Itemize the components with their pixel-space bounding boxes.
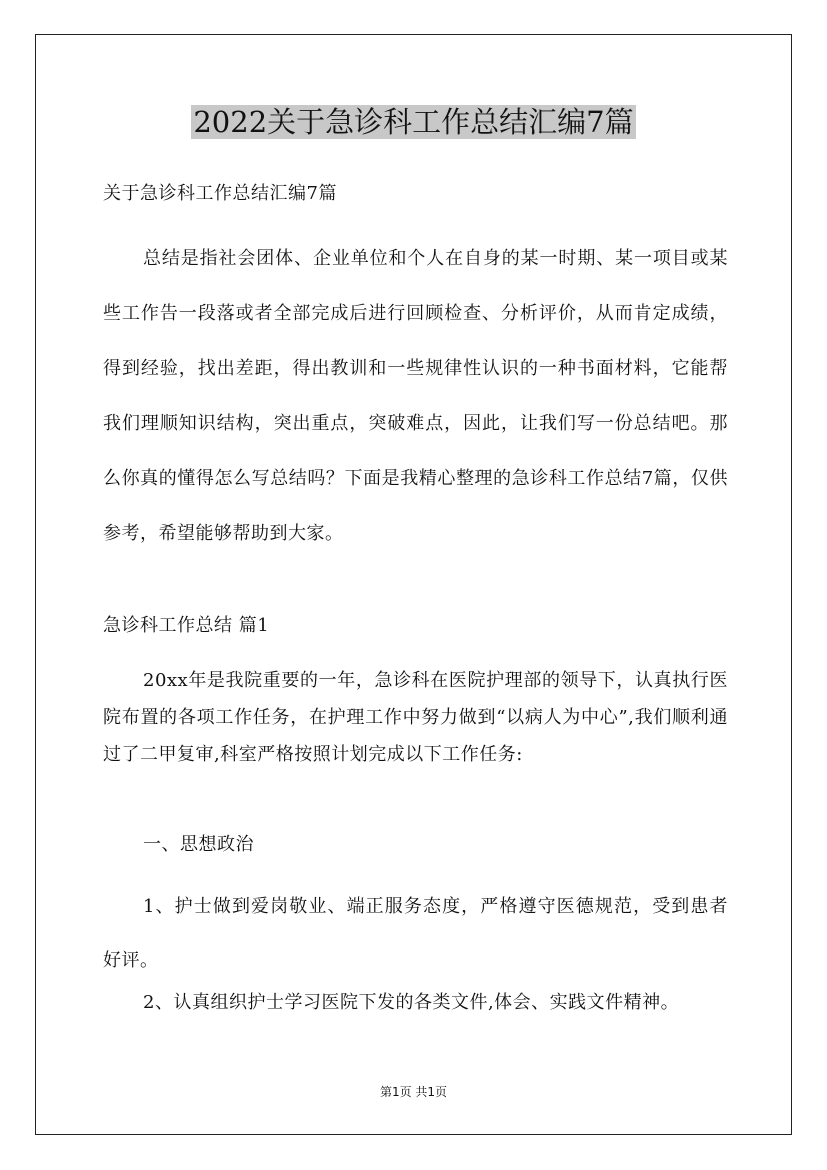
- document-title-text: 2022关于急诊科工作总结汇编7篇: [193, 105, 634, 139]
- list-item-1: 1、护士做到爱岗敬业、端正服务态度，严格遵守医德规范，受到患者好评。: [103, 896, 728, 971]
- page-footer: 第1页 共1页: [379, 1085, 448, 1099]
- document-subtitle: 关于急诊科工作总结汇编7篇: [103, 183, 337, 204]
- list-item-2: 2、认真组织护士学习医院下发的各类文件,体会、实践文件精神。: [143, 992, 680, 1013]
- body-paragraph-1: 20xx年是我院重要的一年，急诊科在医院护理部的领导下，认真执行医院布置的各项工作任务，在护理工作中努力做到“以病人为中心”,我们顺利通过了二甲复审,科室严格按照计划完成以下工作任务:: [103, 670, 728, 765]
- subheading-politics: 一、思想政治: [143, 834, 254, 855]
- document-title: [0, 102, 827, 142]
- intro-paragraph: 总结是指社会团体、企业单位和个人在自身的某一时期、某一项目或某些工作告一段落或者全部完成后进行回顾检查、分析评价，从而肯定成绩，得到经验，找出差距，得出教训和一些规律性认识的一种书面材料，它能帮我们理顺知识结构，突出重点，突破难点，因此，让我们写一份总结吧。那么你真的懂得怎么写总结吗？下面是我精心整理的急诊科工作总结7篇，仅供参考，希望能够帮助到大家。: [103, 248, 728, 544]
- section-heading: 急诊科工作总结 篇1: [103, 615, 270, 636]
